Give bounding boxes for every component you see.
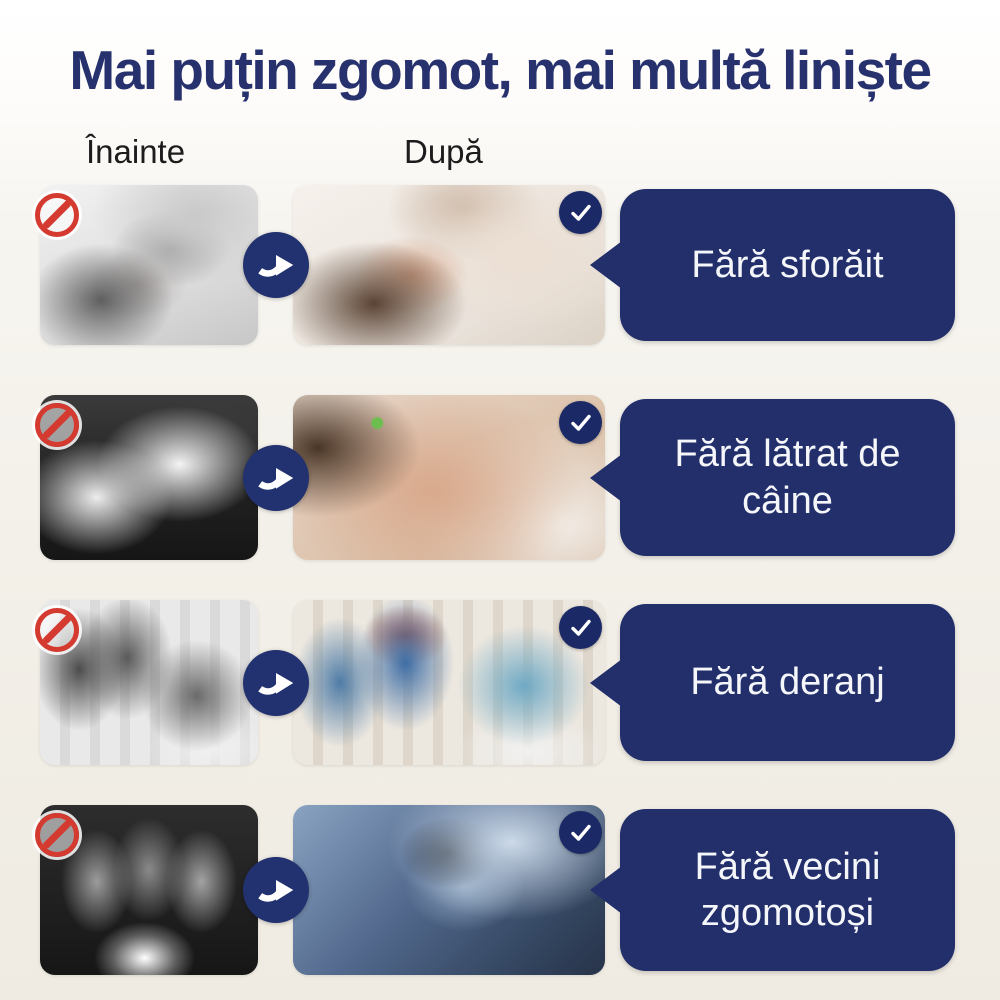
checkmark-icon [559,606,602,649]
benefit-callout [620,604,955,761]
no-entry-icon [35,608,79,652]
no-entry-icon [35,193,79,237]
page-title: Mai puțin zgomot, mai multă liniște [69,39,931,101]
checkmark-icon [559,811,602,854]
photo-after-snoring [293,185,605,345]
benefit-label: Fără vecini zgomotoși [694,845,881,934]
photo-after-noisy-neighbors [293,805,605,975]
comparison-row-disturbance [0,600,1000,765]
no-entry-icon [35,403,79,447]
arrow-right-icon [243,650,309,716]
checkmark-icon [559,191,602,234]
photo-before-noisy-neighbors [40,805,258,975]
photo-before-snoring [40,185,258,345]
benefit-label: Fără lătrat de câine [674,433,901,522]
photo-before-dog-barking [40,395,258,560]
comparison-row-dog-barking [0,395,1000,560]
photo-before-disturbance [40,600,258,765]
no-entry-icon [35,813,79,857]
column-label-after: După [404,133,483,170]
comparison-row-noisy-neighbors [0,805,1000,975]
checkmark-icon [559,401,602,444]
benefit-callout [620,809,955,971]
benefit-label: Fără deranj [690,661,885,704]
arrow-right-icon [243,857,309,923]
benefit-callout [620,399,955,556]
arrow-right-icon [243,445,309,511]
photo-after-disturbance [293,600,605,765]
photo-after-dog-barking [293,395,605,560]
comparison-row-snoring [0,185,1000,345]
column-label-before: Înainte [86,133,186,170]
benefit-callout [620,189,955,341]
arrow-right-icon [243,232,309,298]
benefit-label: Fără sforăit [691,243,884,286]
